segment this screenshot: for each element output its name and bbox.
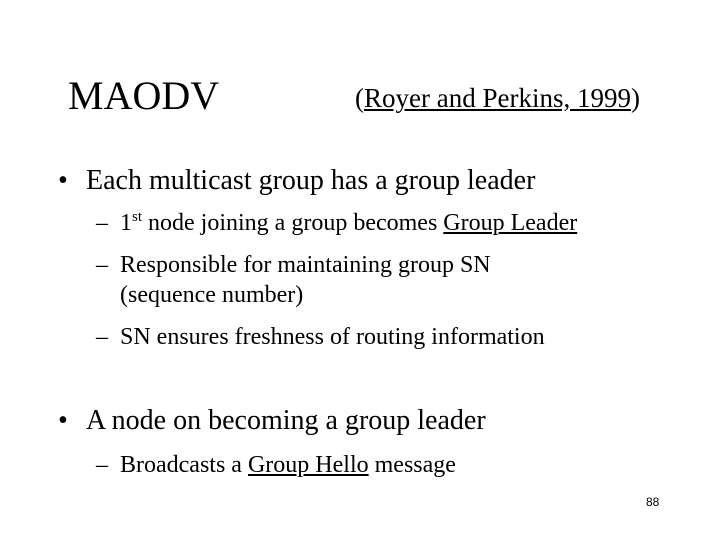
bullet-text: A node on becoming a group leader xyxy=(86,405,486,436)
sub-item-text: Broadcasts a Group Hello message xyxy=(120,452,456,478)
bullet-2 xyxy=(58,404,678,438)
sub-item-marker: – xyxy=(96,324,108,350)
sub-item-marker: – xyxy=(96,210,108,236)
sub-item-1-3 xyxy=(96,322,696,352)
citation-text: Royer and Perkins, 1999 xyxy=(364,83,631,113)
sub-item-text: 1st node joining a group becomes Group Leader xyxy=(120,209,578,236)
page-number: 88 xyxy=(646,495,660,509)
citation-open-paren: ( xyxy=(355,83,364,113)
sub-item-2-1 xyxy=(96,450,696,480)
sub-item-text: SN ensures freshness of routing information xyxy=(120,324,545,350)
citation-close-paren: ) xyxy=(630,83,640,113)
sub-item-1-1 xyxy=(96,208,696,238)
sub-item-marker: – xyxy=(96,452,108,478)
bullet-text: Each multicast group has a group leader xyxy=(86,165,536,196)
group-leader-term: Group Leader xyxy=(443,210,578,236)
bullet-marker: • xyxy=(58,405,68,436)
bullet-marker: • xyxy=(58,165,68,196)
sub-item-marker: – xyxy=(96,252,108,278)
sub-item-text-line-2: (sequence number) xyxy=(120,282,304,308)
sub-item-1-2 xyxy=(96,250,696,310)
citation xyxy=(355,82,640,114)
group-hello-term: Group Hello xyxy=(247,452,369,478)
sub-item-text-line-1: Responsible for maintaining group SN xyxy=(120,252,491,278)
bullet-1 xyxy=(58,164,678,198)
slide-title: MAODV xyxy=(68,73,220,118)
